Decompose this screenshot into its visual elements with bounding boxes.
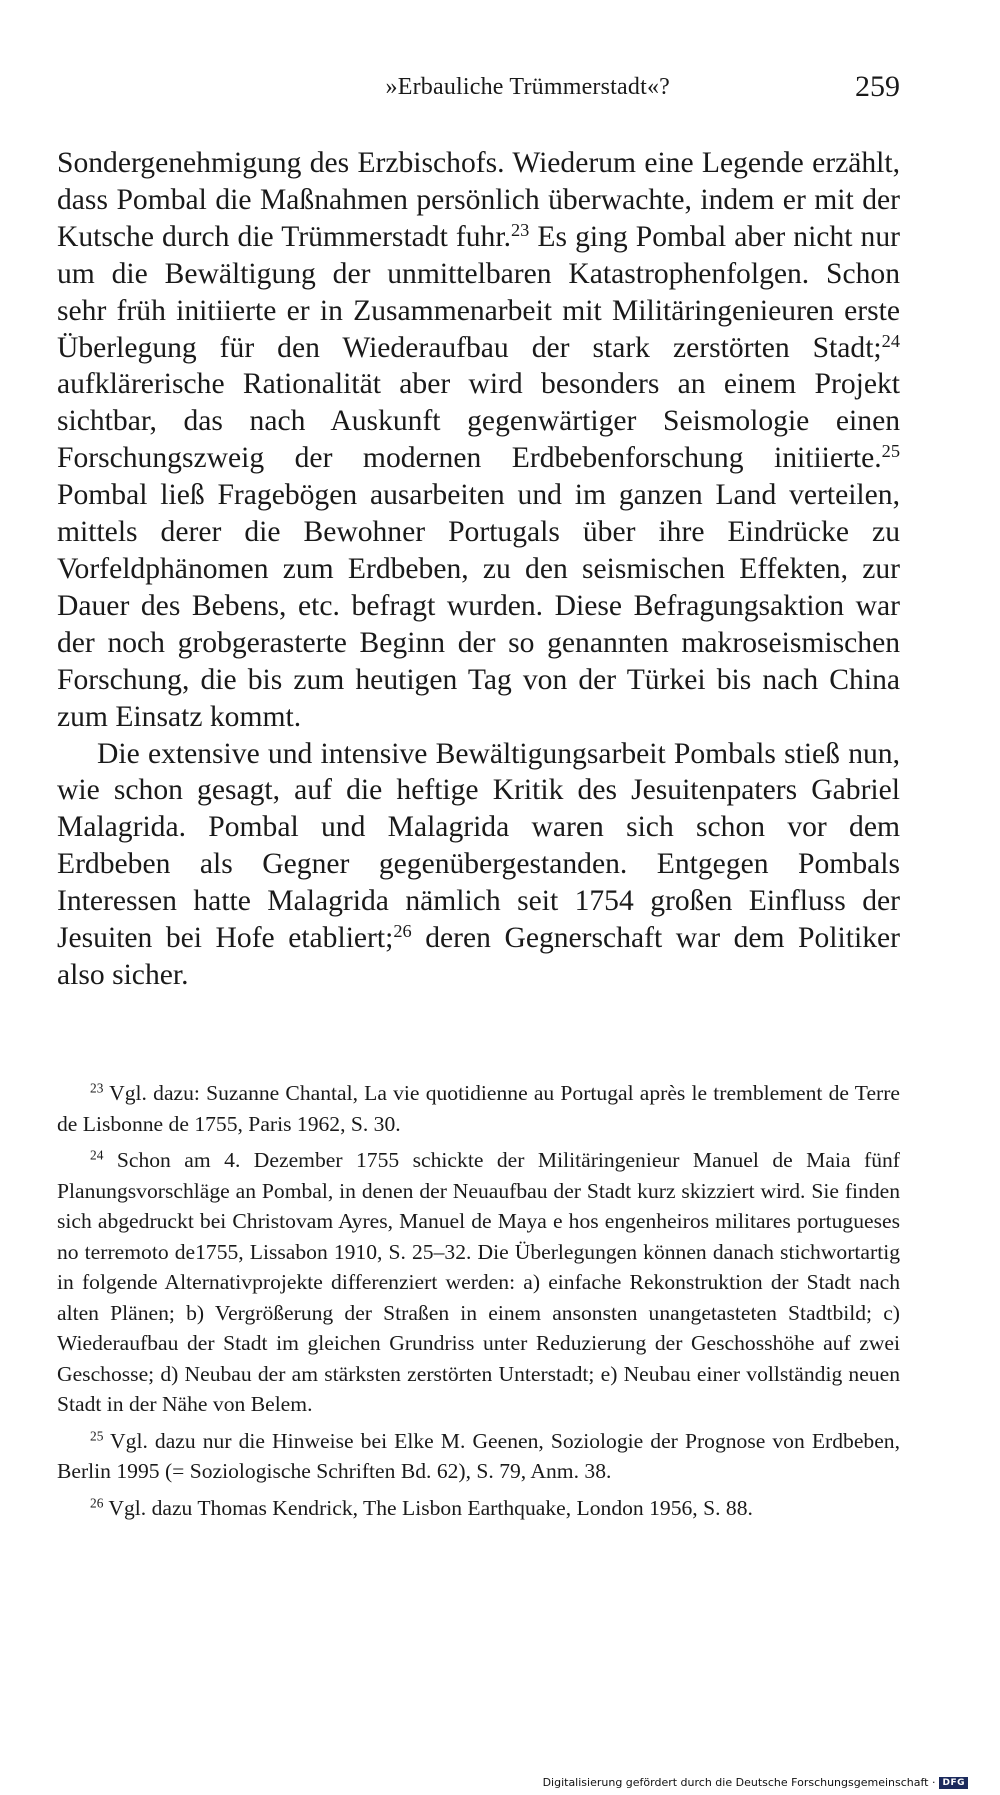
footnote-number: 23: [90, 1080, 104, 1096]
footnote-25: [57, 1426, 900, 1487]
footnote-text: Vgl. dazu: Suzanne Chantal, La vie quotidienne au Portugal après le tremblement de Terre de Lisbonne de 1755, Paris 1962, S. 30.: [57, 1081, 900, 1136]
footnote-23: [57, 1078, 900, 1139]
footnote-number: 24: [90, 1147, 104, 1163]
text-run: Sondergenehmigung des Erzbischofs. Wiederum eine Legende erzählt, dass Pombal die Maßnahmen persönlich überwachte, indem er mit der Kutsche durch die Trümmerstadt fuhr.: [57, 147, 900, 253]
footnote-number: 25: [90, 1428, 104, 1444]
footnotes: [57, 1078, 900, 1529]
footnote-text: Vgl. dazu Thomas Kendrick, The Lisbon Earthquake, London 1956, S. 88.: [103, 1495, 753, 1520]
footnote-ref-25: 25: [881, 441, 900, 462]
body-paragraph: [57, 736, 900, 994]
body-paragraph: [57, 145, 900, 736]
footnote-26: [57, 1493, 900, 1524]
digitization-note: [543, 1776, 968, 1789]
text-run: Die extensive und intensive Bewältigungsarbeit Pombals stieß nun, wie schon gesagt, auf die heftige Kritik des Jesuitenpaters Gabriel Malagrida. Pombal und Malagrida waren sich schon vor dem Erdbeben als Gegner gegenübergestanden. Entgegen Pombals Interessen hatte Malagrida nämlich seit 1754 großen Einfluss der Jesuiten bei Hofe etabliert;: [57, 737, 900, 955]
running-title: »Erbauliche Trümmerstadt«?: [385, 74, 670, 100]
digitization-text: Digitalisierung gefördert durch die Deutsche Forschungsgemeinschaft ·: [542, 1776, 936, 1789]
footnote-text: Vgl. dazu nur die Hinweise bei Elke M. Geenen, Soziologie der Prognose von Erdbeben, Berlin 1995 (= Soziologische Schriften Bd. 62), S. 79, Anm. 38.: [57, 1428, 900, 1483]
footnote-ref-26: 26: [393, 920, 412, 941]
running-head: [57, 72, 900, 112]
text-run: deren Gegnerschaft war dem Politiker also sicher.: [57, 922, 900, 991]
footnote-24: [57, 1145, 900, 1420]
dfg-logo-icon: DFG: [939, 1777, 968, 1789]
footnote-ref-23: 23: [510, 219, 530, 240]
text-run: aufklärerische Rationalität aber wird besonders an einem Projekt sichtbar, das nach Auskunft gegenwärtiger Seismologie einen Forschungszweig der modernen Erdbebenforschung initiierte.: [57, 368, 900, 475]
text-run: Es ging Pombal aber nicht nur um die Bewältigung der unmittelbaren Katastrophenfolgen. Schon sehr früh initiierte er in Zusammenarbeit mit Militäringenieuren erste Überlegung für den Wiederaufbau der stark zerstörten Stadt;: [57, 220, 900, 364]
footnote-text: Schon am 4. Dezember 1755 schickte der Militäringenieur Manuel de Maia fünf Planungsvorschläge an Pombal, in denen der Neuaufbau der Stadt kurz skizziert wird. Sie finden sich abgedruckt bei Christovam Ayres, Manuel de Maya e hos engenheiros militares portugueses no terremoto de1755, Lissabon 1910, S. 25–32. Die Überlegungen können danach stichwortartig in folgende Alternativprojekte differenziert werden: a) einfache Rekonstruktion der Stadt nach alten Plänen; b) Vergrößerung der Straßen in einem ansonsten unangetasteten Stadtbild; c) Wiederaufbau der Stadt im gleichen Grundriss unter Reduzierung der Geschosshöhe auf zwei Geschosse; d) Neubau der am stärksten zerstörten Unterstadt; e) Neubau einer vollständig neuen Stadt in der Nähe von Belem.: [57, 1148, 900, 1416]
footnote-number: 26: [90, 1495, 104, 1511]
footnote-ref-24: 24: [881, 330, 900, 351]
page-number: 259: [855, 70, 900, 103]
body-text: [57, 145, 900, 994]
text-run: Pombal ließ Fragebögen ausarbeiten und im ganzen Land verteilen, mittels derer die Bewohner Portugals über ihre Eindrücke zu Vorfeldphänomen zum Erdbeben, zu den seismischen Effekten, zur Dauer des Bebens, etc. befragt wurden. Diese Befragungsaktion war der noch grobgerasterte Beginn der so genannten makroseismischen Forschung, die bis zum heutigen Tag von der Türkei bis nach China zum Einsatz kommt.: [57, 479, 900, 733]
